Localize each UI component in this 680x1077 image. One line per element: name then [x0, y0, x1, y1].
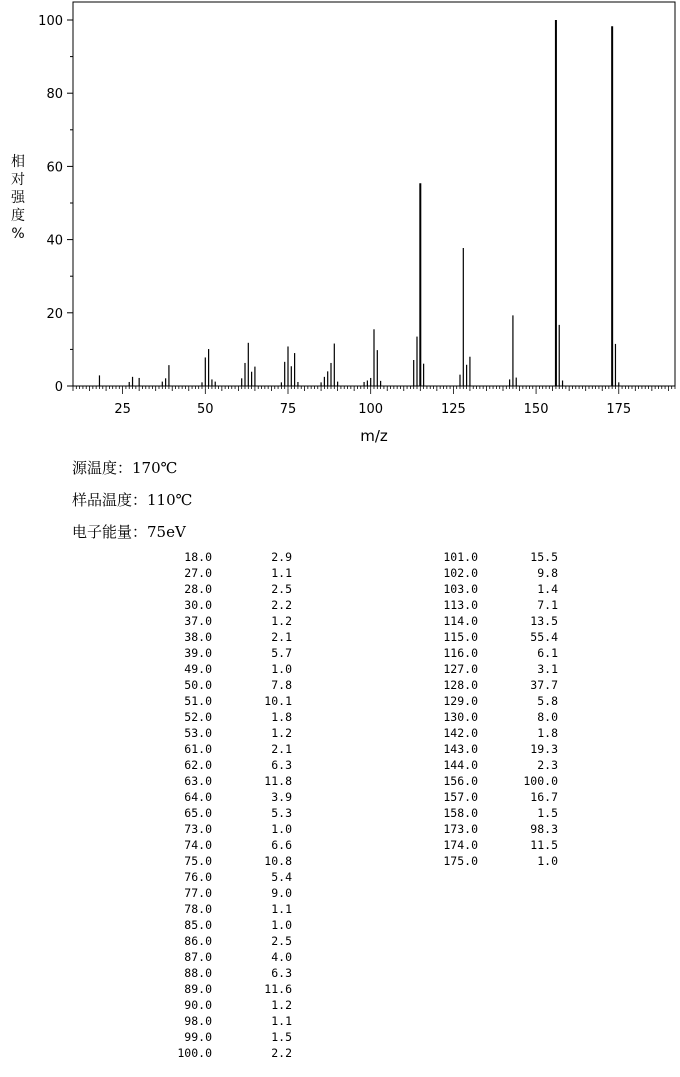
mz-value: 144.0	[443, 758, 478, 772]
mz-value: 174.0	[443, 838, 478, 852]
peak-table-right	[420, 549, 558, 869]
intensity-value: 2.3	[537, 758, 558, 772]
table-row	[150, 981, 292, 997]
intensity-value: 7.1	[537, 598, 558, 612]
y-tick-label: 40	[46, 233, 63, 249]
mz-value: 129.0	[443, 694, 478, 708]
mz-value: 87.0	[184, 950, 212, 964]
mz-value: 52.0	[184, 710, 212, 724]
mz-value: 114.0	[443, 614, 478, 628]
table-row	[150, 565, 292, 581]
intensity-value: 9.0	[271, 886, 292, 900]
intensity-value: 10.1	[264, 694, 292, 708]
peak-table-left	[150, 549, 292, 1061]
table-row	[420, 757, 558, 773]
table-row	[150, 677, 292, 693]
intensity-value: 1.0	[271, 662, 292, 676]
table-row	[420, 773, 558, 789]
table-row	[420, 789, 558, 805]
mz-value: 101.0	[443, 550, 478, 564]
table-row	[150, 629, 292, 645]
intensity-value: 13.5	[530, 614, 558, 628]
intensity-value: 1.2	[271, 726, 292, 740]
table-row	[420, 805, 558, 821]
table-row	[420, 837, 558, 853]
table-row	[150, 901, 292, 917]
table-row	[150, 1045, 292, 1061]
table-row	[150, 645, 292, 661]
table-row	[150, 613, 292, 629]
mz-value: 53.0	[184, 726, 212, 740]
mz-value: 173.0	[443, 822, 478, 836]
y-tick-label: 60	[46, 160, 63, 176]
mass-spectrum-chart	[0, 0, 680, 450]
intensity-value: 98.3	[530, 822, 558, 836]
mz-value: 76.0	[184, 870, 212, 884]
table-row	[420, 565, 558, 581]
mz-value: 175.0	[443, 854, 478, 868]
x-tick-label: 75	[279, 402, 297, 417]
intensity-value: 3.9	[271, 790, 292, 804]
mz-value: 51.0	[184, 694, 212, 708]
intensity-value: 8.0	[537, 710, 558, 724]
mz-value: 158.0	[443, 806, 478, 820]
intensity-value: 1.2	[271, 998, 292, 1012]
intensity-value: 5.8	[537, 694, 558, 708]
mz-value: 64.0	[184, 790, 212, 804]
mz-value: 128.0	[443, 678, 478, 692]
intensity-value: 1.1	[271, 1014, 292, 1028]
intensity-value: 4.0	[271, 950, 292, 964]
intensity-value: 1.2	[271, 614, 292, 628]
intensity-value: 1.1	[271, 902, 292, 916]
mz-value: 116.0	[443, 646, 478, 660]
table-row	[420, 741, 558, 757]
mz-value: 86.0	[184, 934, 212, 948]
table-row	[150, 693, 292, 709]
y-tick-label: 100	[38, 14, 63, 29]
mz-value: 37.0	[184, 614, 212, 628]
intensity-value: 100.0	[523, 774, 558, 788]
intensity-value: 6.3	[271, 966, 292, 980]
mz-value: 49.0	[184, 662, 212, 676]
x-tick-label: 25	[114, 402, 131, 417]
intensity-value: 5.7	[271, 646, 292, 660]
intensity-value: 7.8	[271, 678, 292, 692]
table-row	[150, 917, 292, 933]
intensity-value: 2.9	[271, 550, 292, 564]
mz-value: 85.0	[184, 918, 212, 932]
intensity-value: 11.5	[530, 838, 558, 852]
mz-value: 130.0	[443, 710, 478, 724]
y-tick-label: 80	[46, 87, 63, 103]
table-row	[420, 853, 558, 869]
mz-value: 73.0	[184, 822, 212, 836]
mz-value: 62.0	[184, 758, 212, 772]
y-axis-ticks	[38, 14, 73, 395]
intensity-value: 1.0	[537, 854, 558, 868]
y-tick-label: 20	[46, 306, 63, 322]
mz-value: 38.0	[184, 630, 212, 644]
table-row	[150, 549, 292, 565]
intensity-value: 6.1	[537, 646, 558, 660]
mz-value: 78.0	[184, 902, 212, 916]
mz-value: 28.0	[184, 582, 212, 596]
table-row	[150, 997, 292, 1013]
x-tick-label: 150	[523, 402, 549, 417]
mz-value: 89.0	[184, 982, 212, 996]
mz-value: 65.0	[184, 806, 212, 820]
intensity-value: 6.6	[271, 838, 292, 852]
intensity-value: 1.8	[537, 726, 558, 740]
mz-value: 156.0	[443, 774, 478, 788]
table-row	[150, 709, 292, 725]
table-row	[420, 645, 558, 661]
x-tick-label: 175	[606, 402, 632, 417]
table-row	[150, 581, 292, 597]
intensity-value: 1.5	[271, 1030, 292, 1044]
table-row	[150, 949, 292, 965]
intensity-value: 2.5	[271, 582, 292, 596]
mz-value: 39.0	[184, 646, 212, 660]
mz-value: 127.0	[443, 662, 478, 676]
table-row	[420, 693, 558, 709]
mz-value: 113.0	[443, 598, 478, 612]
table-row	[150, 773, 292, 789]
table-row	[420, 677, 558, 693]
intensity-value: 10.8	[264, 854, 292, 868]
table-row	[150, 741, 292, 757]
intensity-value: 1.8	[271, 710, 292, 724]
mz-value: 18.0	[184, 550, 212, 564]
mz-value: 88.0	[184, 966, 212, 980]
intensity-value: 55.4	[530, 630, 558, 644]
mz-value: 27.0	[184, 566, 212, 580]
plot-frame	[73, 2, 675, 386]
peak-bars	[99, 20, 618, 386]
table-row	[420, 661, 558, 677]
intensity-value: 1.4	[537, 582, 558, 596]
intensity-value: 2.2	[271, 1046, 292, 1060]
intensity-value: 2.1	[271, 742, 292, 756]
intensity-value: 2.2	[271, 598, 292, 612]
x-axis-ticks	[73, 386, 675, 417]
table-row	[150, 965, 292, 981]
table-row	[420, 581, 558, 597]
intensity-value: 5.3	[271, 806, 292, 820]
mz-value: 30.0	[184, 598, 212, 612]
table-row	[150, 1013, 292, 1029]
x-tick-label: 100	[358, 402, 384, 417]
mz-value: 90.0	[184, 998, 212, 1012]
table-row	[420, 629, 558, 645]
mz-value: 115.0	[443, 630, 478, 644]
table-row	[150, 757, 292, 773]
intensity-value: 9.8	[537, 566, 558, 580]
table-row	[420, 613, 558, 629]
table-row	[420, 549, 558, 565]
mz-value: 75.0	[184, 854, 212, 868]
intensity-value: 1.0	[271, 918, 292, 932]
mz-value: 99.0	[184, 1030, 212, 1044]
table-row	[150, 853, 292, 869]
table-row	[420, 597, 558, 613]
sample-temperature: 样品温度：110℃	[72, 491, 193, 509]
table-row	[420, 725, 558, 741]
mz-value: 61.0	[184, 742, 212, 756]
intensity-value: 37.7	[530, 678, 558, 692]
y-tick-label: 0	[54, 380, 63, 395]
mz-value: 102.0	[443, 566, 478, 580]
table-row	[150, 805, 292, 821]
table-row	[150, 869, 292, 885]
table-row	[150, 725, 292, 741]
source-temperature: 源温度：170℃	[72, 459, 178, 477]
table-row	[150, 789, 292, 805]
table-row	[150, 821, 292, 837]
intensity-value: 1.1	[271, 566, 292, 580]
mz-value: 77.0	[184, 886, 212, 900]
mz-value: 157.0	[443, 790, 478, 804]
intensity-value: 19.3	[530, 742, 558, 756]
electron-energy: 电子能量：75eV	[72, 523, 186, 541]
x-axis-label: m/z	[360, 427, 388, 445]
intensity-value: 1.5	[537, 806, 558, 820]
x-tick-label: 50	[197, 402, 214, 417]
table-row	[150, 1029, 292, 1045]
table-row	[150, 597, 292, 613]
intensity-value: 2.1	[271, 630, 292, 644]
table-row	[420, 821, 558, 837]
mz-value: 100.0	[177, 1046, 212, 1060]
intensity-value: 15.5	[530, 550, 558, 564]
intensity-value: 11.8	[264, 774, 292, 788]
mz-value: 63.0	[184, 774, 212, 788]
intensity-value: 11.6	[264, 982, 292, 996]
table-row	[420, 709, 558, 725]
intensity-value: 2.5	[271, 934, 292, 948]
y-axis-label: 相对强度%	[11, 154, 25, 242]
intensity-value: 3.1	[537, 662, 558, 676]
mz-value: 142.0	[443, 726, 478, 740]
intensity-value: 6.3	[271, 758, 292, 772]
intensity-value: 16.7	[530, 790, 558, 804]
mz-value: 74.0	[184, 838, 212, 852]
mz-value: 143.0	[443, 742, 478, 756]
table-row	[150, 837, 292, 853]
intensity-value: 5.4	[271, 870, 292, 884]
mz-value: 103.0	[443, 582, 478, 596]
mz-value: 50.0	[184, 678, 212, 692]
mz-value: 98.0	[184, 1014, 212, 1028]
table-row	[150, 661, 292, 677]
table-row	[150, 885, 292, 901]
x-tick-label: 125	[440, 402, 466, 417]
table-row	[150, 933, 292, 949]
intensity-value: 1.0	[271, 822, 292, 836]
